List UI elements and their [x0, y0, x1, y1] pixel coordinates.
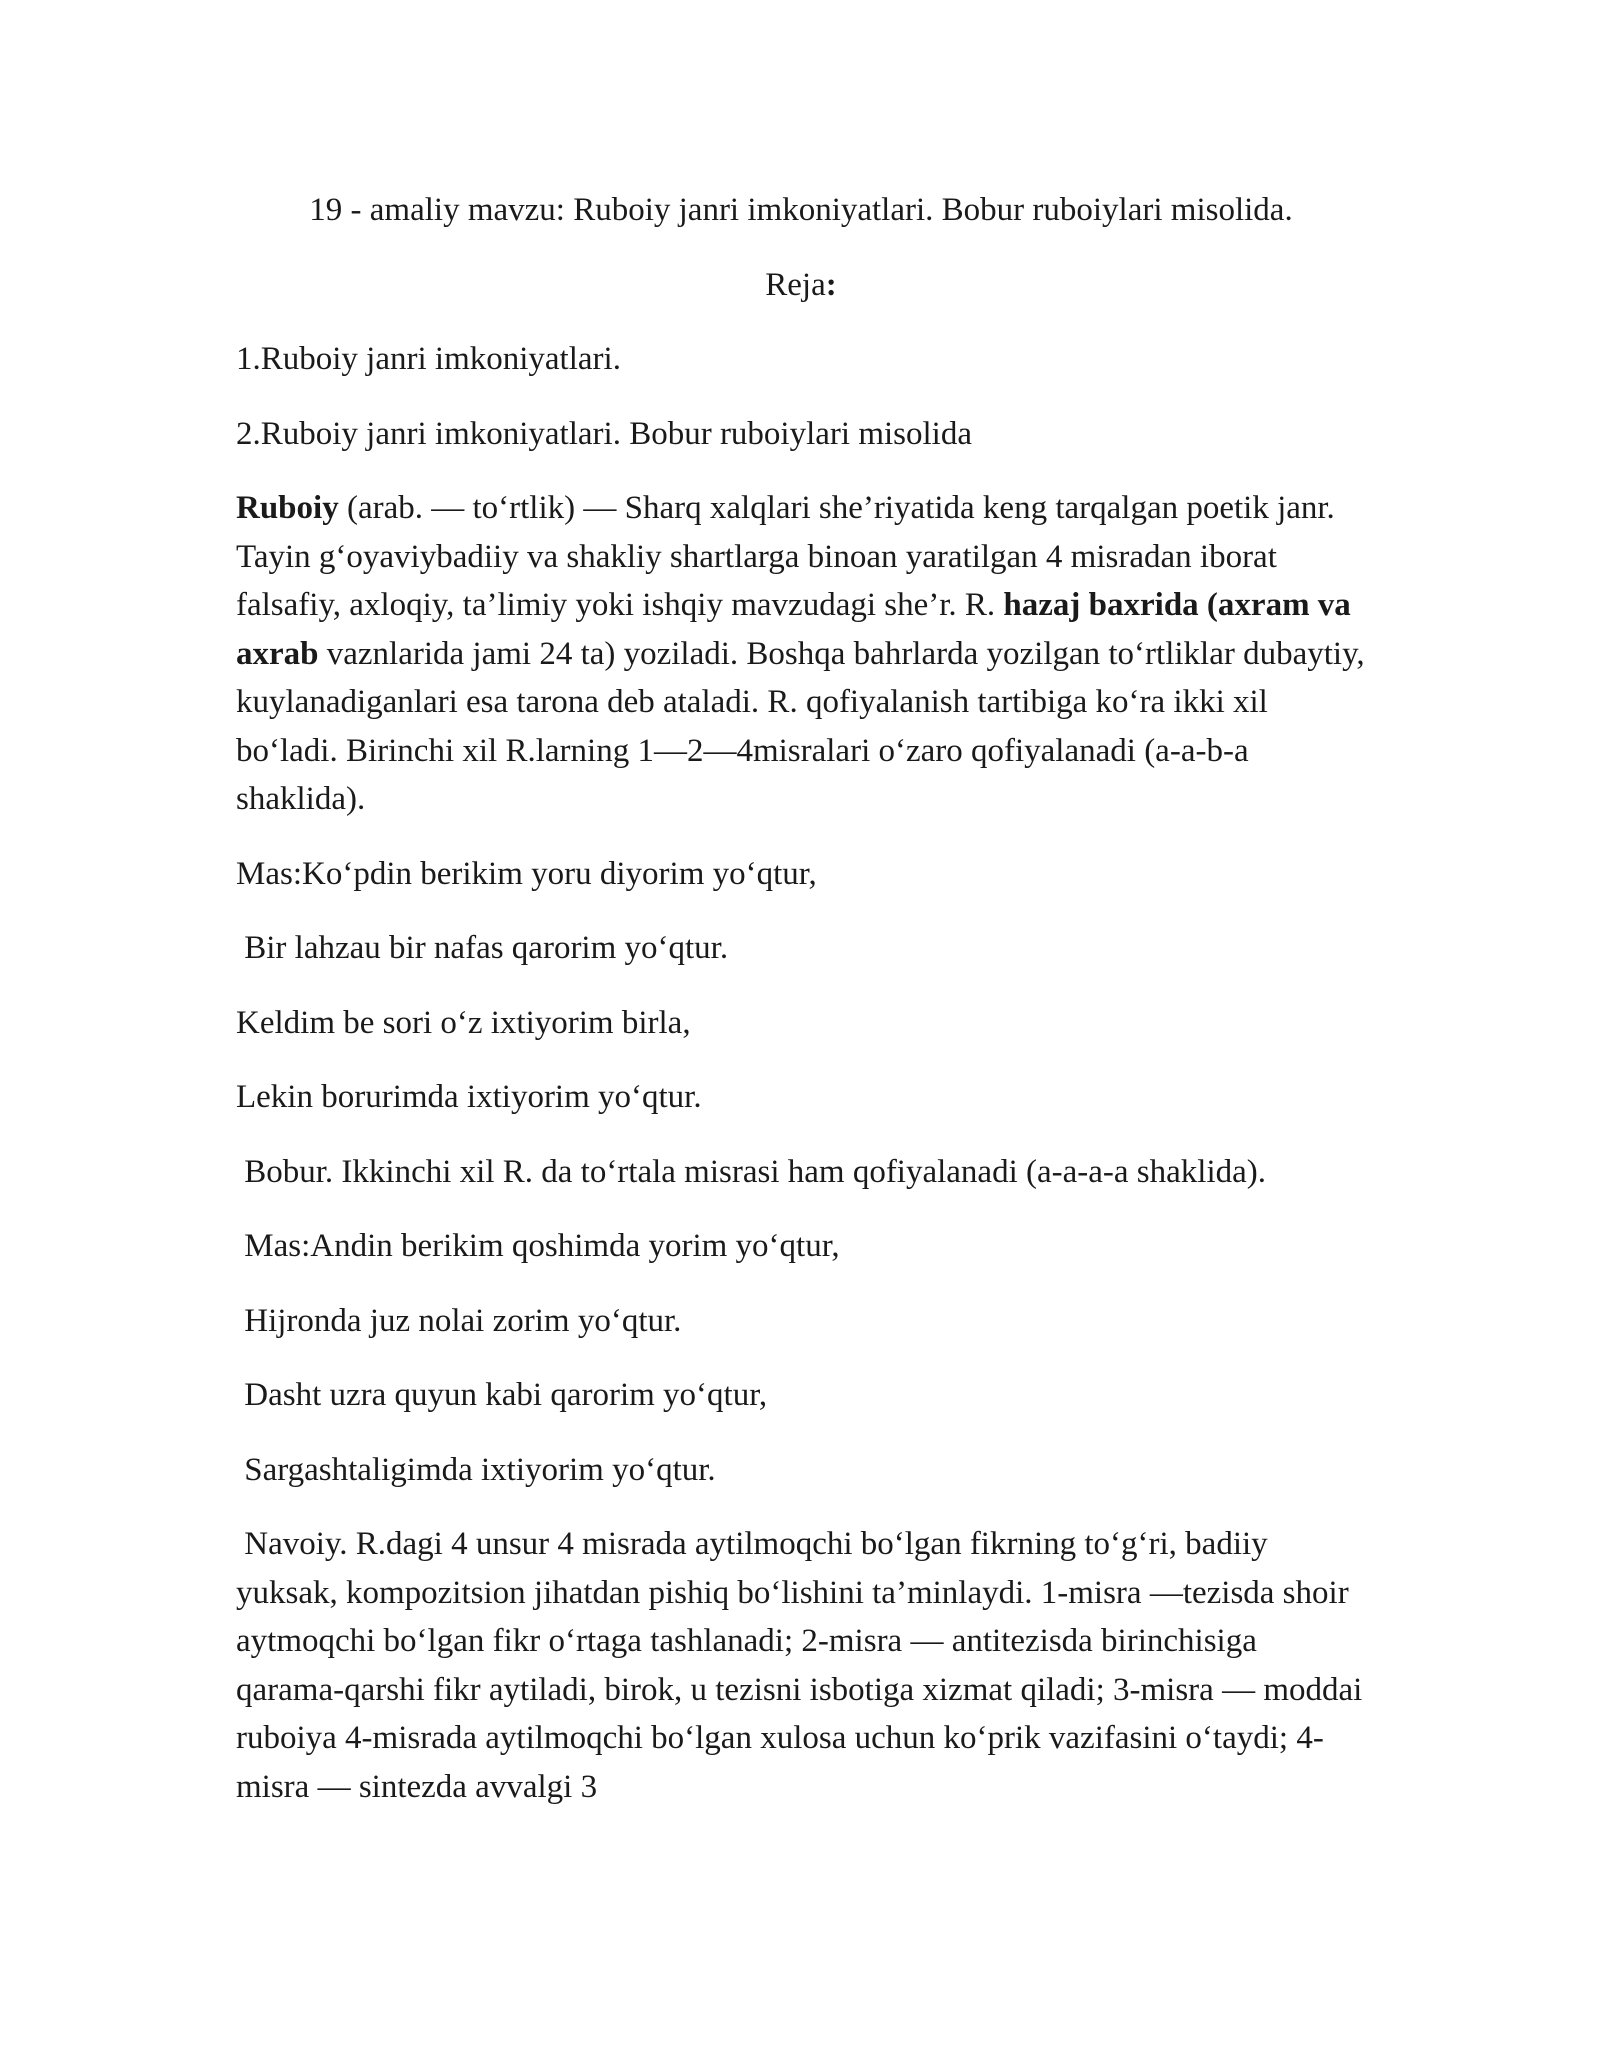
example2-line-2: Hijronda juz nolai zorim yo‘qtur.: [236, 1302, 682, 1339]
example1-line-4: Lekin borurimda ixtiyorim yo‘qtur.: [236, 1079, 702, 1115]
plan-item-2: 2.Ruboiy janri imkoniyatlari. Bobur ruboiylari misolida: [236, 415, 972, 452]
plan-colon: :: [825, 266, 837, 303]
definition-meter: hazaj baxrida (axram va axrab: [236, 587, 1351, 672]
example2-line-4: Sargashtaligimda ixtiyorim yo‘qtur.: [236, 1451, 716, 1488]
definition-text-2: vaznlarida jami 24 ta) yoziladi. Boshqa bahrlarda yozilgan to‘rtliklar dubaytiy, kuylanadiganlari esa tarona deb ataladi. R. qofiyalanish tartibiga ko‘ra ikki xil bo‘ladi. Birinchi xil R.larning 1—2—4misralari o‘zaro qofiyalanadi (a-a-b-a shaklida).: [236, 635, 1365, 817]
example1-line-2: Bir lahzau bir nafas qarorim yo‘qtur.: [236, 930, 729, 966]
example2-line-3: Dasht uzra quyun kabi qarorim yo‘qtur,: [236, 1377, 768, 1413]
definition-term: Ruboiy: [236, 490, 339, 526]
page-title: 19 - amaliy mavzu: Ruboiy janri imkoniyatlari. Bobur ruboiylari misolida.: [309, 192, 1293, 228]
final-paragraph: Navoiy. R.dagi 4 unsur 4 misrada aytilmoqchi bo‘lgan fikrning to‘g‘ri, badiiy yuksak, kompozitsion jihatdan pishiq bo‘lishini ta’minlaydi. 1-misra —tezisda shoir aytmoqchi bo‘lgan fikr o‘rtaga tashlanadi; 2-misra — antitezisda birinchisiga qarama-qarshi fikr aytiladi, birok, u tezisni isbotiga xizmat qiladi; 3-misra — moddai ruboiya 4-misrada aytilmoqchi bo‘lgan xulosa uchun ko‘prik vazifasini o‘taydi; 4-misra — sintezda avvalgi 3: [236, 1526, 1371, 1805]
definition-paragraph: [236, 484, 1366, 824]
example1-line-3: Keldim be sori o‘z ixtiyorim birla,: [236, 1004, 691, 1041]
document-page: [236, 186, 1371, 1811]
definition-text-1: (arab. — to‘rtlik) — Sharq xalqlari she’riyatida keng tarqalgan poetik janr. Tayin g‘oyaviybadiiy va shakliy shartlarga binoan yaratilgan 4 misradan iborat falsafiy, axloqiy, ta’limiy yoki ishqiy mavzudagi she’r. R.: [236, 490, 1335, 623]
plan-label: Reja: [765, 266, 826, 303]
plan-heading: [236, 261, 1366, 310]
example1-line-1: Mas:Ko‘pdin berikim yoru diyorim yo‘qtur,: [236, 855, 817, 892]
example1-attribution: Bobur. Ikkinchi xil R. da to‘rtala misrasi ham qofiyalanadi (a-a-a-a shaklida).: [236, 1153, 1267, 1190]
plan-item-1: 1.Ruboiy janri imkoniyatlari.: [236, 341, 621, 377]
example2-line-1: Mas:Andin berikim qoshimda yorim yo‘qtur,: [236, 1228, 840, 1264]
